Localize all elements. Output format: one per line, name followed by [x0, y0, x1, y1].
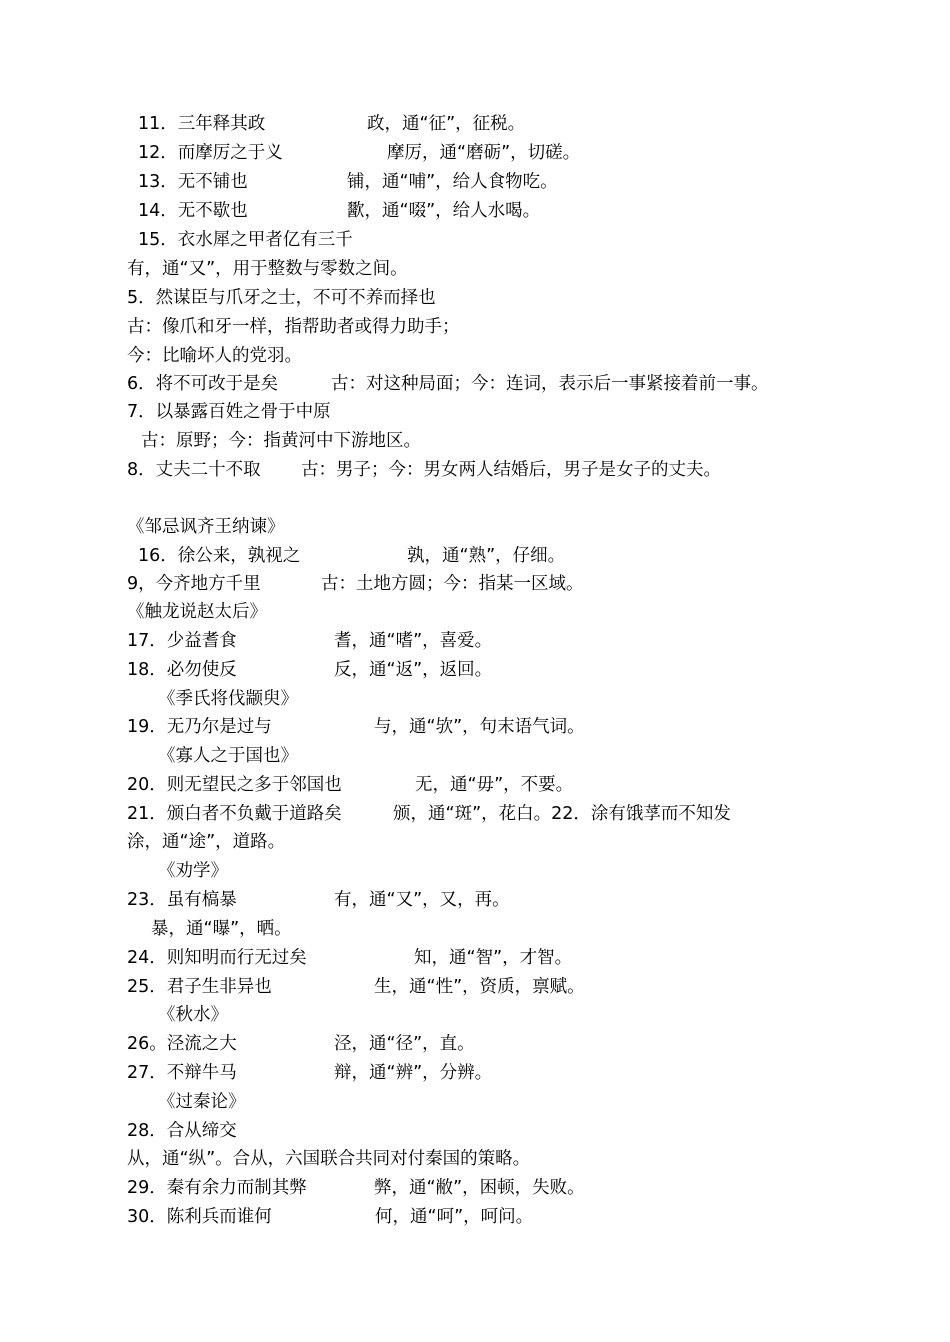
line-text: 《秋水》: [158, 1005, 228, 1025]
line-text: 从，通“纵”。合从，六国联合共同对付秦国的策略。: [127, 1149, 531, 1169]
line-text: 11．三年释其政: [138, 114, 266, 134]
section-title: [127, 601, 267, 623]
line-annotation: 无，通“毋”，不要。: [415, 775, 574, 795]
line-text: 9，今齐地方千里: [127, 574, 261, 594]
line-text: 《触龙说赵太后》: [127, 602, 267, 622]
section-title: [158, 1091, 246, 1113]
line-annotation: 与，通“欤”，句末语气词。: [374, 717, 585, 737]
line-text: 《邹忌讽齐王纳谏》: [127, 517, 285, 537]
text-line: [141, 430, 421, 452]
text-line: [127, 774, 574, 796]
line-annotation: 摩厉，通“磨砺”，切磋。: [387, 143, 581, 163]
line-annotation: 耆，通“嗜”，喜爱。: [334, 631, 493, 651]
line-annotation: 歠，通“啜”，给人水喝。: [347, 201, 541, 221]
line-annotation: 政，通“征”，征税。: [367, 114, 526, 134]
line-text: 12．而摩厉之于义: [138, 143, 283, 163]
line-text: 16．徐公来，孰视之: [138, 546, 301, 566]
line-text: 27．不辩牛马: [127, 1063, 237, 1083]
text-line: [127, 947, 573, 969]
text-line: [151, 918, 292, 940]
line-text: 古：像爪和牙一样，指帮助者或得力助手；: [127, 317, 460, 337]
text-line: [127, 659, 493, 681]
text-line: [127, 1062, 493, 1084]
text-line: [127, 889, 510, 911]
section-title: [158, 745, 298, 767]
line-text: 19．无乃尔是过与: [127, 717, 272, 737]
line-text: 《劝学》: [158, 861, 228, 881]
section-title: [158, 688, 298, 710]
line-text: 8．丈夫二十不取: [127, 460, 261, 480]
text-line: [127, 287, 436, 309]
line-text: 古：原野；今：指黄河中下游地区。: [141, 431, 421, 451]
line-annotation: 辩，通“辨”，分辨。: [334, 1063, 493, 1083]
line-annotation: 古：对这种局面；今：连词，表示后一事紧接着前一事。: [331, 374, 769, 394]
line-text: 20．则无望民之多于邻国也: [127, 775, 342, 795]
text-line: [138, 229, 353, 251]
text-line: [127, 1120, 237, 1142]
text-line: [138, 171, 558, 193]
line-annotation: 弊，通“敝”，困顿，失败。: [374, 1178, 585, 1198]
line-text: 23．虽有槁暴: [127, 890, 237, 910]
text-line: [127, 316, 460, 338]
line-text: 今：比喻坏人的党羽。: [127, 346, 302, 366]
text-line: [138, 200, 541, 222]
line-text: 18．必勿使反: [127, 660, 237, 680]
line-annotation: 孰，通“熟”，仔细。: [407, 546, 566, 566]
text-line: [127, 976, 585, 998]
section-title: [127, 516, 285, 538]
line-text: 5．然谋臣与爪牙之士，不可不养而择也: [127, 288, 436, 308]
line-text: 29．秦有余力而制其弊: [127, 1178, 307, 1198]
line-annotation: 古：土地方圆；今：指某一区域。: [321, 574, 584, 594]
text-line: [127, 373, 769, 395]
line-annotation: 知，通“智”，才智。: [414, 948, 573, 968]
line-text: 《过秦论》: [158, 1092, 246, 1112]
text-line: [127, 1033, 475, 1055]
line-text: 17．少益耆食: [127, 631, 237, 651]
text-line: [127, 1177, 585, 1199]
line-text: 13．无不铺也: [138, 172, 248, 192]
line-text: 25．君子生非异也: [127, 977, 272, 997]
text-line: [127, 459, 721, 481]
line-text: 14．无不歇也: [138, 201, 248, 221]
line-text: 《季氏将伐颛臾》: [158, 689, 298, 709]
text-line: [127, 831, 285, 853]
text-line: [138, 545, 566, 567]
text-line: [127, 401, 331, 423]
text-line: [127, 258, 408, 280]
line-text: 暴，通“曝”，晒。: [151, 919, 292, 939]
text-line: [127, 630, 493, 652]
line-text: 《寡人之于国也》: [158, 746, 298, 766]
line-text: 24．则知明而行无过矣: [127, 948, 307, 968]
line-annotation: 何，通“呵”，呵问。: [375, 1207, 534, 1227]
line-text: 7．以暴露百姓之骨于中原: [127, 402, 331, 422]
text-line: [127, 1206, 534, 1228]
line-annotation: 泾，通“径”，直。: [334, 1034, 475, 1054]
text-line: [127, 573, 584, 595]
line-text: 6．将不可改于是矣: [127, 374, 279, 394]
line-text: 30．陈利兵而谁何: [127, 1207, 272, 1227]
line-text: 有，通“又”，用于整数与零数之间。: [127, 259, 408, 279]
text-line: [127, 1148, 530, 1170]
line-text: 28．合从缔交: [127, 1121, 237, 1141]
line-annotation: 颁，通“斑”，花白。22．涂有饿莩而不知发: [393, 804, 731, 824]
line-annotation: 古：男子；今：男女两人结婚后，男子是女子的丈夫。: [301, 460, 721, 480]
text-line: [127, 716, 585, 738]
text-line: [138, 142, 581, 164]
line-text: 26。泾流之大: [127, 1034, 237, 1054]
line-annotation: 有，通“又”，又，再。: [334, 890, 510, 910]
line-text: 涂，通“途”，道路。: [127, 832, 286, 852]
text-line: [138, 113, 526, 135]
text-line: [127, 803, 731, 825]
line-text: 21．颁白者不负戴于道路矣: [127, 804, 342, 824]
line-annotation: 铺，通“哺”，给人食物吃。: [347, 172, 558, 192]
line-annotation: 反，通“返”，返回。: [334, 660, 493, 680]
section-title: [158, 1004, 228, 1026]
text-line: [127, 345, 302, 367]
line-annotation: 生，通“性”，资质，禀赋。: [374, 977, 585, 997]
section-title: [158, 860, 228, 882]
line-text: 15．衣水犀之甲者亿有三千: [138, 230, 353, 250]
